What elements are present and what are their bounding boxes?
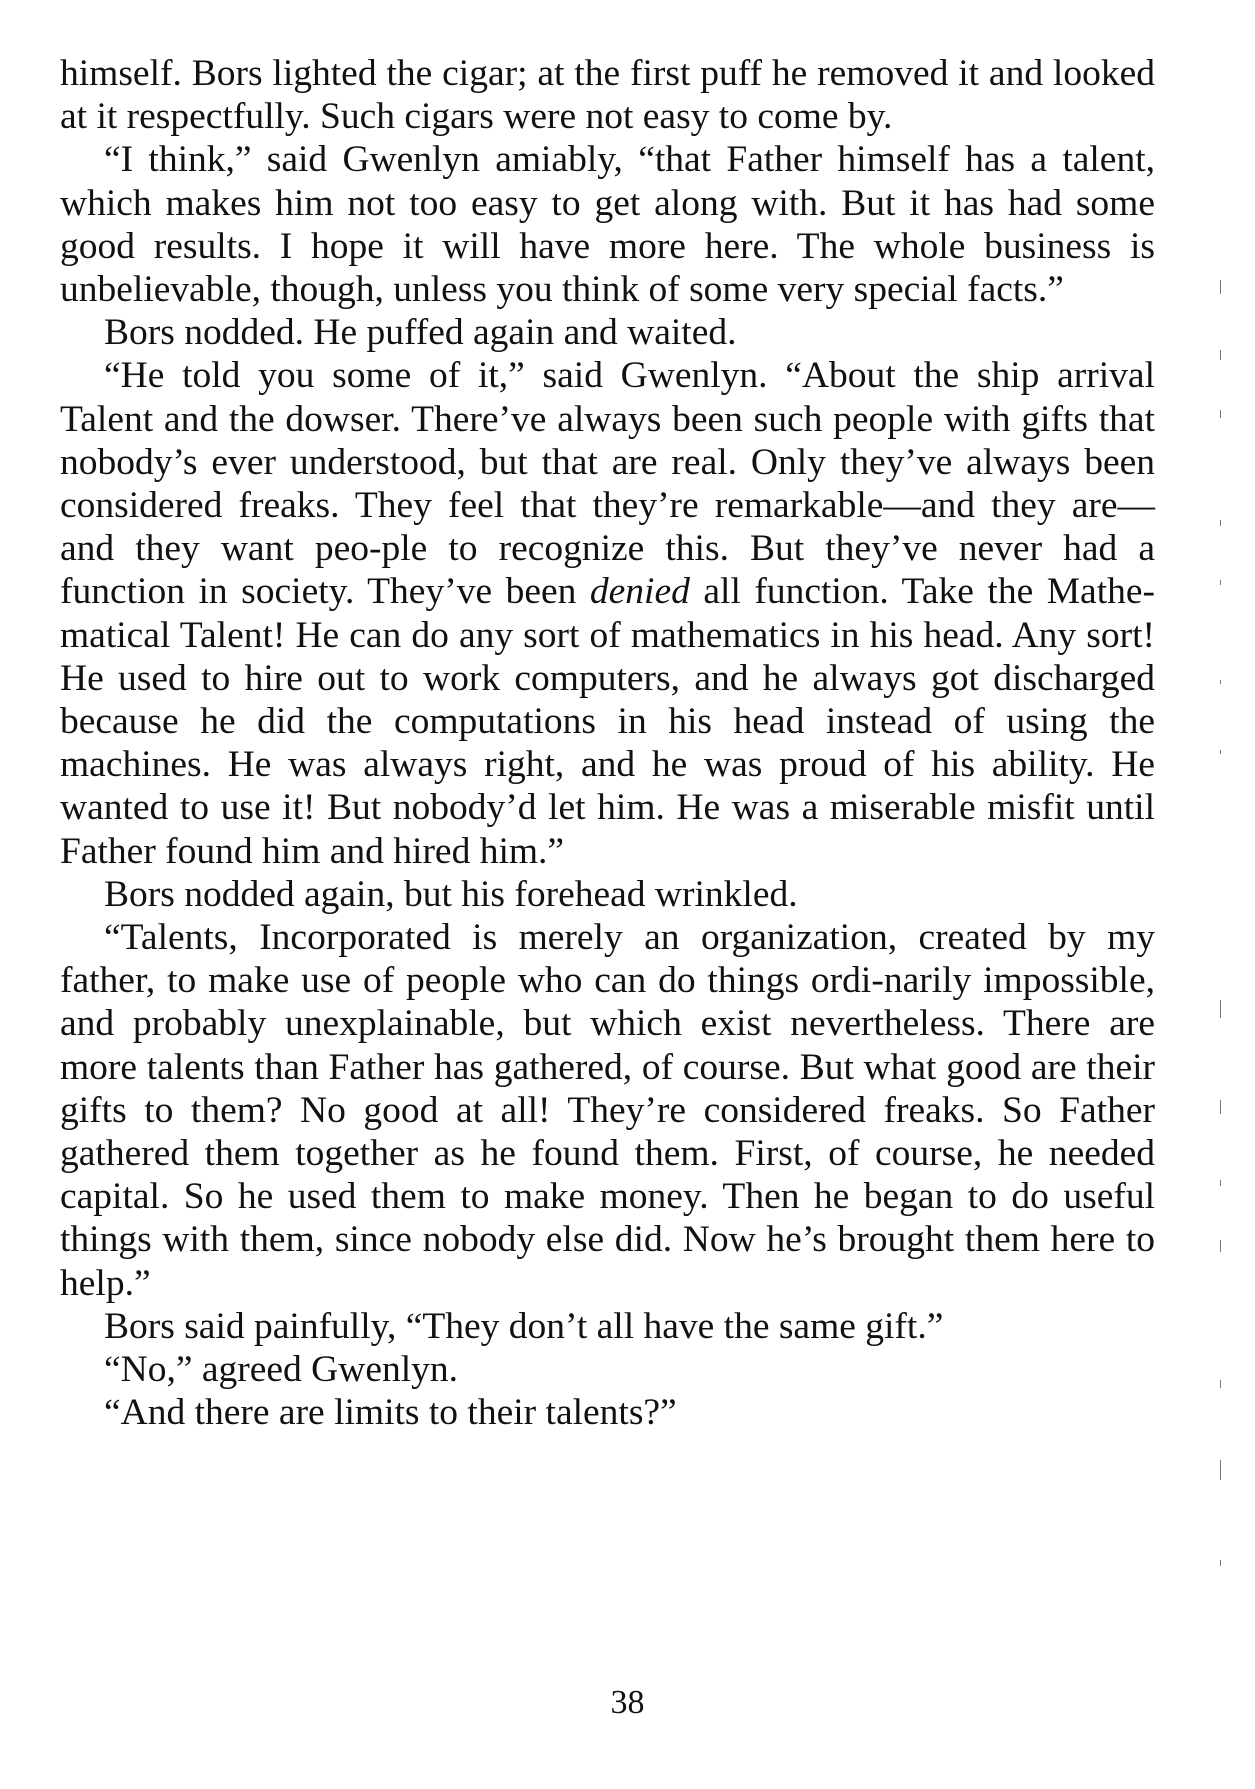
- paragraph-9: “And there are limits to their talents?”: [104, 1392, 677, 1434]
- paragraph-4: [60, 354, 1155, 872]
- page-number: 38: [610, 1684, 645, 1721]
- paragraph-3: Bors nodded. He puffed again and waited.: [104, 312, 737, 354]
- paragraph-5: Bors nodded again, but his forehead wrinkled.: [104, 873, 798, 915]
- emphasis-denied: denied: [589, 571, 690, 613]
- paragraph-8: “No,” agreed Gwenlyn.: [104, 1349, 459, 1391]
- paragraph-4-before: “He told you some of it,” said Gwenlyn. “About the ship arrival Talent and the dowser. There’ve always been such people with gifts that nobody’s ever understood, but that are real. Only they’ve always been considered freaks. They feel that they’re remarkable—and they are—and they want peo-ple to recognize this. But they’ve never had a function in society. They’ve been: [60, 355, 1155, 613]
- paragraph-6: “Talents, Incorporated is merely an organization, created by my father, to make use of people who can do things ordi-narily impossible, and probably unexplainable, but which exist nevertheless. There are more talents than Father has gathered, of course. But what good are their gifts to them? No good at all! They’re considered freaks. So Father gathered them together as he found them. First, of course, he needed capital. So he used them to make money. Then he began to do useful things with them, since nobody else did. Now he’s brought them here to help.”: [60, 917, 1155, 1304]
- page-text: [60, 52, 1155, 1435]
- scan-margin-marks: [1218, 280, 1224, 1600]
- paragraph-7: Bors said painfully, “They don’t all have the same gift.”: [104, 1305, 944, 1347]
- paragraph-2: “I think,” said Gwenlyn amiably, “that Father himself has a talent, which makes him not too easy to get along with. But it has had some good results. I hope it will have more here. The whole business is unbelievable, though, unless you think of some very special facts.”: [60, 139, 1155, 311]
- paragraph-1: himself. Bors lighted the cigar; at the first puff he removed it and looked at it respectfully. Such cigars were not easy to come by.: [60, 53, 1155, 138]
- paragraph-4-after: all function. Take the Mathe-matical Talent! He can do any sort of mathematics in his head. Any sort! He used to hire out to work computers, and he always got discharged because he did the computations in his head instead of using the machines. He was always right, and he was proud of his ability. He wanted to use it! But nobody’d let him. He was a miserable misfit until Father found him and hired him.”: [60, 571, 1156, 872]
